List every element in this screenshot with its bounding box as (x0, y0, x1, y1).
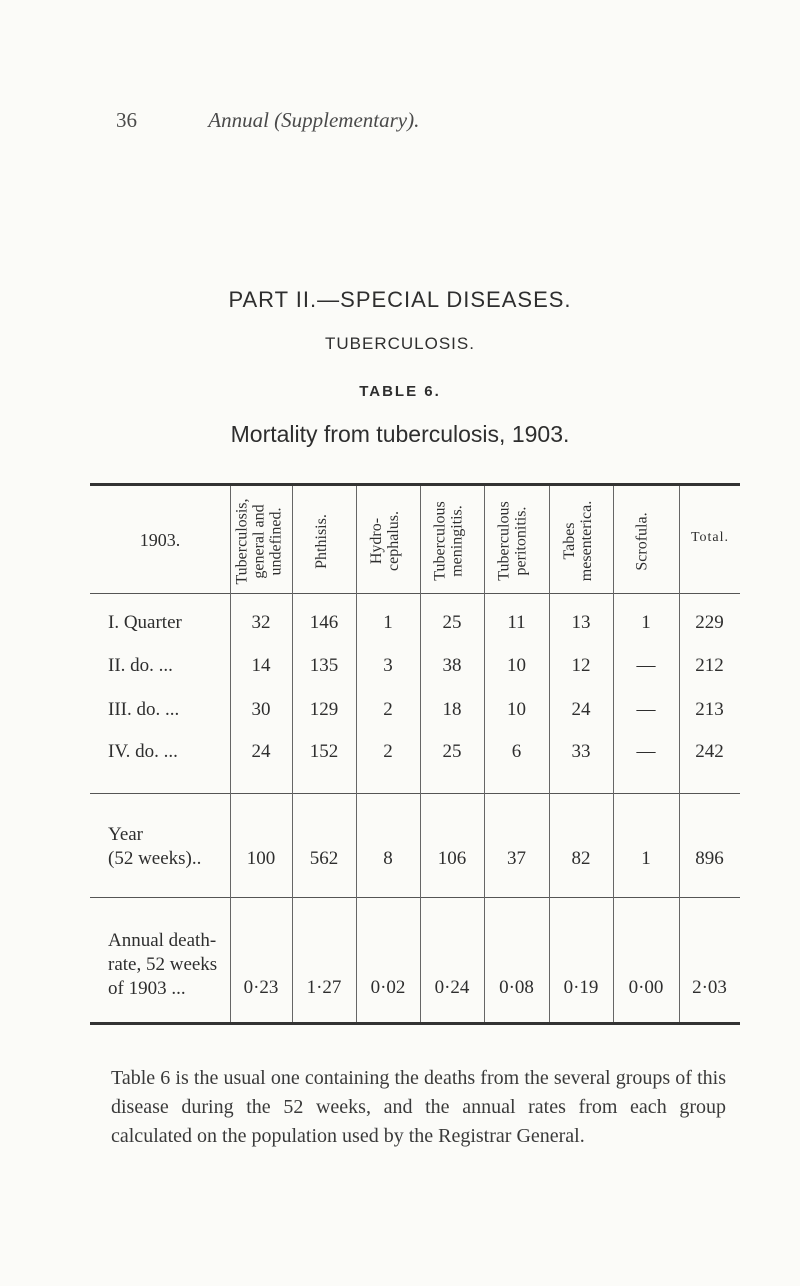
column-header: Hydro- cephalus. (368, 511, 403, 571)
table-cell: 1 (641, 612, 651, 633)
death-rate-cell: 0·23 (243, 977, 279, 998)
year-total-cell: 37 (507, 848, 526, 869)
row-label: I. Quarter (108, 612, 182, 633)
table-cell: 3 (383, 655, 393, 676)
year-column-header: 1903. (139, 530, 181, 550)
year-total-cell: 106 (437, 848, 467, 869)
rate-row-label: Annual death- rate, 52 weeks of 1903 ... (108, 930, 218, 999)
year-total-cell: 100 (246, 848, 276, 869)
table-cell: 11 (507, 612, 526, 633)
table-cell: 10 (507, 655, 526, 676)
part-title: PART II.—SPECIAL DISEASES. (228, 287, 572, 312)
subject-heading: TUBERCULOSIS. (325, 334, 475, 353)
table-cell: 135 (309, 655, 339, 676)
row-label: IV. do. ... (108, 741, 178, 762)
page-number: 36 (116, 108, 137, 132)
year-total-cell: 82 (571, 848, 591, 869)
body-paragraph: Table 6 is the usual one containing the deaths from the several groups of this disease during the 52 weeks, and the annual rates from each group calculated on the population used by the Registrar General. (111, 1067, 726, 1147)
table-cell: 32 (251, 612, 271, 633)
year-row-label: Year (52 weeks).. (108, 824, 202, 869)
table-cell: 129 (309, 699, 339, 720)
death-rate-cell: 0·24 (434, 977, 470, 998)
column-header: Tabes mesenterica. (561, 500, 595, 582)
table-cell: 24 (571, 699, 591, 720)
column-header: Tuberculous peritonitis. (496, 501, 531, 581)
table-cell: 6 (511, 741, 522, 762)
table-cell: 14 (251, 655, 271, 676)
table-cell: 25 (442, 612, 462, 633)
table-cell: 25 (442, 741, 462, 762)
death-rate-cell: 1·27 (306, 977, 342, 998)
column-header: Scrofula. (633, 511, 651, 571)
row-label: II. do. ... (108, 655, 173, 676)
total-column-header: Total. (690, 530, 730, 545)
table-cell: 13 (571, 612, 591, 633)
table-cell: 12 (571, 655, 591, 676)
year-row-rule (90, 793, 740, 794)
year-total-cell: 562 (309, 848, 339, 869)
death-rate-cell: 2·03 (692, 977, 727, 998)
table-label: TABLE 6. (359, 383, 441, 400)
year-total-cell: 896 (695, 848, 724, 869)
table-cell: 30 (251, 699, 271, 720)
table-cell: 38 (442, 655, 462, 676)
table-cell: 229 (695, 612, 724, 633)
column-header: Phthisis. (312, 513, 330, 569)
table-cell: — (636, 699, 656, 720)
death-rate-cell: 0·02 (370, 977, 406, 998)
running-title: Annual (Supplementary). (208, 108, 420, 132)
table-cell: 24 (251, 741, 271, 762)
row-label: III. do. ... (108, 699, 180, 720)
table-cell: 33 (571, 741, 591, 762)
table-cell: 10 (507, 699, 526, 720)
table-cell: 2 (383, 699, 393, 720)
table-cell: 2 (383, 741, 393, 762)
table-cell: 146 (309, 612, 339, 633)
year-total-cell: 1 (641, 848, 651, 869)
death-rate-cell: 0·08 (499, 977, 534, 998)
page-header (116, 108, 419, 133)
table-top-rule (90, 483, 740, 486)
death-rate-cell: 0·00 (628, 977, 664, 998)
column-header: Tuberculosis, general and undefined. (233, 497, 285, 585)
table-title: Mortality from tuberculosis, 1903. (230, 421, 570, 447)
table-cell: 212 (695, 655, 724, 676)
table-cell: 213 (695, 699, 724, 720)
table-cell: 1 (383, 612, 393, 633)
year-total-cell: 8 (383, 848, 393, 869)
death-rate-cell: 0·19 (563, 977, 599, 998)
column-header: Tuberculous meningitis. (432, 501, 467, 581)
table-bottom-rule (90, 1022, 740, 1025)
table-cell: — (636, 655, 656, 676)
table-cell: 242 (695, 741, 724, 762)
table-cell: 152 (309, 741, 339, 762)
total-row-rule (90, 897, 740, 898)
table-cell: 18 (442, 699, 462, 720)
table-cell: — (636, 741, 656, 762)
